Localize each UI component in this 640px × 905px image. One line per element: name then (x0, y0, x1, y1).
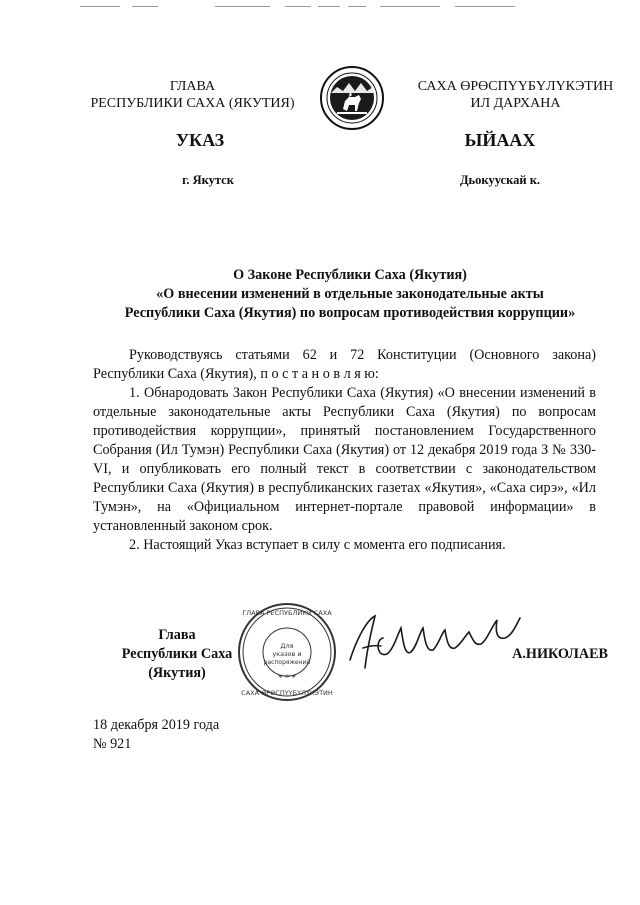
header-left-title (70, 78, 315, 112)
signatory-position-line-2: Республики Саха (Якутия) (121, 646, 233, 681)
title-line-3: Республики Саха (Якутия) по вопросам противодействия коррупции» (124, 305, 576, 321)
stamp-line-2: указов и (272, 650, 302, 658)
svg-text:* * *: * * * (278, 673, 296, 683)
decree-number: № 921 (93, 736, 132, 752)
decree-body (93, 346, 596, 555)
item-1: 1. Обнародовать Закон Республики Саха (Якутия) «О внесении изменений в отдельные законодательные акты Республики Саха (Якутия) по вопросам противодействия коррупции», принятый постановлением Государственного Собрания (Ил Тумэн) Республики Саха (Якутия) от 12 декабря 2019 года З № 330-VI, и опубликовать его полный текст в соответствии с законодательством Республики Саха (Якутия) в республиканских газетах «Якутия», «Саха сирэ», «Ил Тумэн», на «Официальном интернет-портале правовой информации» в установленный законом срок. (93, 385, 596, 534)
city-sah: Дьокуускай к. (459, 173, 541, 187)
doc-type-ru: УКАЗ (175, 130, 225, 150)
doc-type-sah: ЫЙААХ (464, 130, 536, 150)
header-left-line-2: РЕСПУБЛИКИ САХА (ЯКУТИЯ) (90, 96, 295, 111)
coat-of-arms-icon (319, 65, 385, 131)
preamble: Руководствуясь статьями 62 и 72 Конституции (Основного закона) Республики Саха (Якутия), п о с т а н о в л я ю: (93, 347, 596, 382)
title-line-2: «О внесении изменений в отдельные законодательные акты (156, 286, 544, 302)
header-left-line-1: ГЛАВА (169, 79, 216, 94)
svg-text:ГЛАВА РЕСПУБЛИКИ САХА: ГЛАВА РЕСПУБЛИКИ САХА (242, 609, 332, 617)
stamp-line-3: распоряжений (263, 659, 311, 666)
header-right-line-2: ИЛ ДАРХАНА (470, 96, 561, 111)
header-right-title (393, 78, 638, 112)
official-seal-stamp (236, 601, 338, 703)
stamp-line-1: Для (280, 642, 294, 650)
city-ru: г. Якутск (182, 173, 234, 187)
signatory-name: А.НИКОЛАЕВ (512, 646, 608, 662)
decree-title (80, 266, 620, 323)
header-right-line-1: САХА ӨРӨСПҮҮБҮЛҮКЭТИН (417, 79, 614, 94)
signatory-position-line-1: Глава (158, 627, 196, 643)
item-2: 2. Настоящий Указ вступает в силу с момента его подписания. (129, 537, 506, 553)
svg-text:САХА ӨРӨСПҮҮБҮЛҮКЭТИН: САХА ӨРӨСПҮҮБҮЛҮКЭТИН (241, 689, 333, 697)
handwritten-signature (345, 598, 525, 678)
decree-date-number (93, 716, 293, 754)
title-line-1: О Законе Республики Саха (Якутия) (233, 267, 467, 283)
decree-date: 18 декабря 2019 года (93, 717, 220, 733)
scan-top-marks (0, 6, 640, 10)
